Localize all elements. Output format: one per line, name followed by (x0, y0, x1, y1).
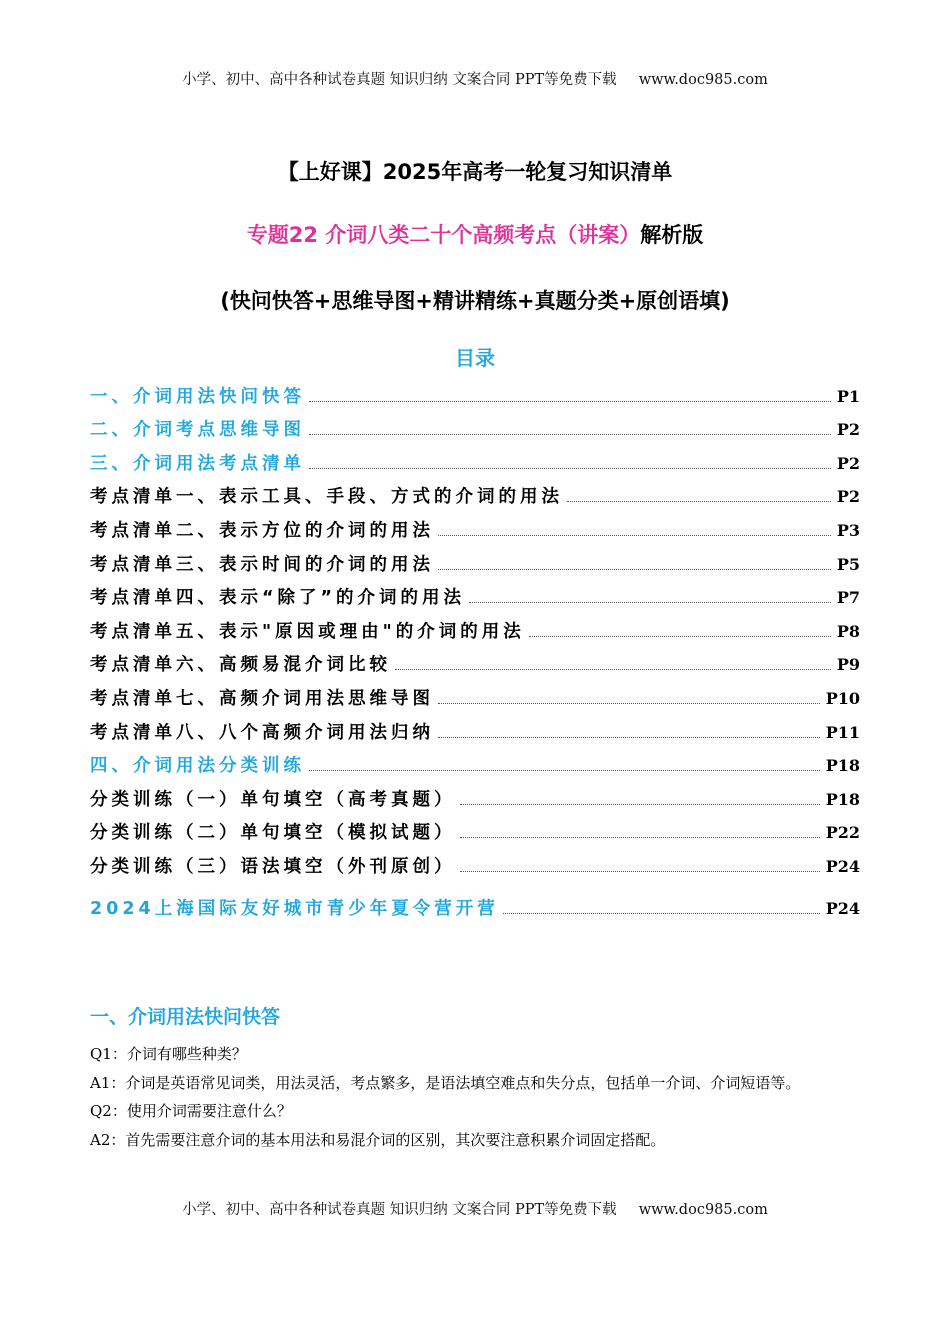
toc-entry[interactable] (90, 542, 860, 576)
table-of-contents (90, 374, 860, 920)
toc-entry-page: P7 (836, 588, 860, 608)
toc-entry[interactable] (90, 609, 860, 643)
toc-entry[interactable] (90, 576, 860, 610)
toc-leader (395, 669, 831, 670)
toc-entry[interactable] (90, 643, 860, 677)
toc-entry-page: P5 (836, 554, 860, 574)
toc-entry-page: P1 (836, 386, 860, 406)
toc-heading: 目录 (455, 346, 495, 370)
toc-entry-label: 考点清单三、表示时间的介词的用法 (90, 554, 434, 575)
toc-entry-page: P3 (836, 520, 860, 540)
footer-site-link[interactable]: www.doc985.com (638, 1202, 768, 1218)
toc-entry-page: P8 (836, 621, 860, 641)
toc-entry[interactable] (90, 441, 860, 475)
toc-entry-page: P10 (825, 688, 860, 708)
toc-leader (309, 401, 831, 402)
header-text: 小学、初中、高中各种试卷真题 知识归纳 文案合同 PPT等免费下载 (182, 72, 617, 88)
toc-entry-label: 考点清单六、高频易混介词比较 (90, 655, 391, 676)
toc-entry[interactable] (90, 508, 860, 542)
answer-1: A1：介词是英语常见词类，用法灵活，考点繁多，是语法填空难点和失分点，包括单一介词、介词短语等。 (90, 1073, 801, 1092)
toc-leader (529, 636, 831, 637)
toc-entry-label: 分类训练（一）单句填空（高考真题） (90, 789, 456, 810)
toc-leader (309, 468, 831, 469)
toc-entry[interactable] (90, 844, 860, 878)
toc-leader (438, 535, 831, 536)
doc-subtitle (0, 219, 950, 249)
toc-leader (309, 434, 831, 435)
toc-leader (567, 501, 831, 502)
toc-entry[interactable] (90, 374, 860, 408)
toc-entry-label: 分类训练（三）语法填空（外刊原创） (90, 856, 456, 877)
toc-entry-label: 四、介词用法分类训练 (90, 756, 305, 777)
answer-2: A2：首先需要注意介词的基本用法和易混介词的区别，其次要注意积累介词固定搭配。 (90, 1130, 666, 1149)
toc-entry-label: 2024上海国际友好城市青少年夏令营开营 (90, 898, 499, 919)
toc-entry-label: 考点清单二、表示方位的介词的用法 (90, 520, 434, 541)
question-2: Q2：使用介词需要注意什么？ (90, 1102, 292, 1120)
toc-entry-page: P11 (825, 722, 860, 742)
toc-entry[interactable] (90, 744, 860, 778)
toc-leader (460, 837, 820, 838)
toc-entry-page: P18 (825, 789, 860, 809)
subtitle-topic: 专题22 介词八类二十个高频考点（讲案） (246, 223, 641, 247)
toc-entry-label: 分类训练（二）单句填空（模拟试题） (90, 823, 456, 844)
toc-leader (438, 569, 831, 570)
toc-entry-page: P18 (825, 756, 860, 776)
toc-entry[interactable] (90, 676, 860, 710)
header-site-link[interactable]: www.doc985.com (638, 72, 768, 88)
page-header (0, 68, 950, 89)
toc-leader (460, 804, 820, 805)
toc-entry[interactable] (90, 408, 860, 442)
toc-leader (460, 871, 820, 872)
toc-leader (503, 913, 820, 914)
doc-contents-summary: (快问快答+思维导图+精讲精练+真题分类+原创语填) (220, 289, 730, 313)
toc-entry-page: P2 (836, 420, 860, 440)
toc-entry-label: 考点清单八、八个高频介词用法归纳 (90, 722, 434, 743)
toc-entry-page: P2 (836, 487, 860, 507)
subtitle-suffix: 解析版 (640, 223, 704, 247)
toc-leader (438, 737, 820, 738)
toc-entry-label: 考点清单七、高频介词用法思维导图 (90, 688, 434, 709)
toc-entry[interactable] (90, 777, 860, 811)
toc-entry[interactable] (90, 475, 860, 509)
toc-entry[interactable] (90, 811, 860, 845)
toc-leader (438, 703, 820, 704)
doc-title: 【上好课】2025年高考一轮复习知识清单 (277, 160, 673, 184)
toc-entry[interactable] (90, 886, 860, 920)
toc-entry[interactable] (90, 710, 860, 744)
toc-entry-page: P22 (825, 823, 860, 843)
section-heading: 一、介词用法快问快答 (90, 1006, 281, 1028)
question-1: Q1：介词有哪些种类？ (90, 1045, 247, 1063)
toc-entry-page: P9 (836, 655, 860, 675)
toc-entry-page: P24 (825, 898, 860, 918)
toc-entry-label: 考点清单五、表示"原因或理由"的介词的用法 (90, 621, 525, 642)
footer-text: 小学、初中、高中各种试卷真题 知识归纳 文案合同 PPT等免费下载 (182, 1202, 617, 1218)
toc-entry-label: 三、介词用法考点清单 (90, 453, 305, 474)
toc-leader (309, 770, 820, 771)
toc-entry-label: 二、介词考点思维导图 (90, 420, 305, 441)
qa-block (90, 1040, 860, 1154)
toc-entry-page: P2 (836, 453, 860, 473)
toc-entry-label: 考点清单四、表示“除了”的介词的用法 (90, 588, 466, 609)
toc-leader (469, 602, 831, 603)
toc-entry-label: 一、介词用法快问快答 (90, 386, 305, 407)
toc-entry-label: 考点清单一、表示工具、手段、方式的介词的用法 (90, 487, 563, 508)
toc-entry-page: P24 (825, 856, 860, 876)
page-footer (0, 1198, 950, 1219)
